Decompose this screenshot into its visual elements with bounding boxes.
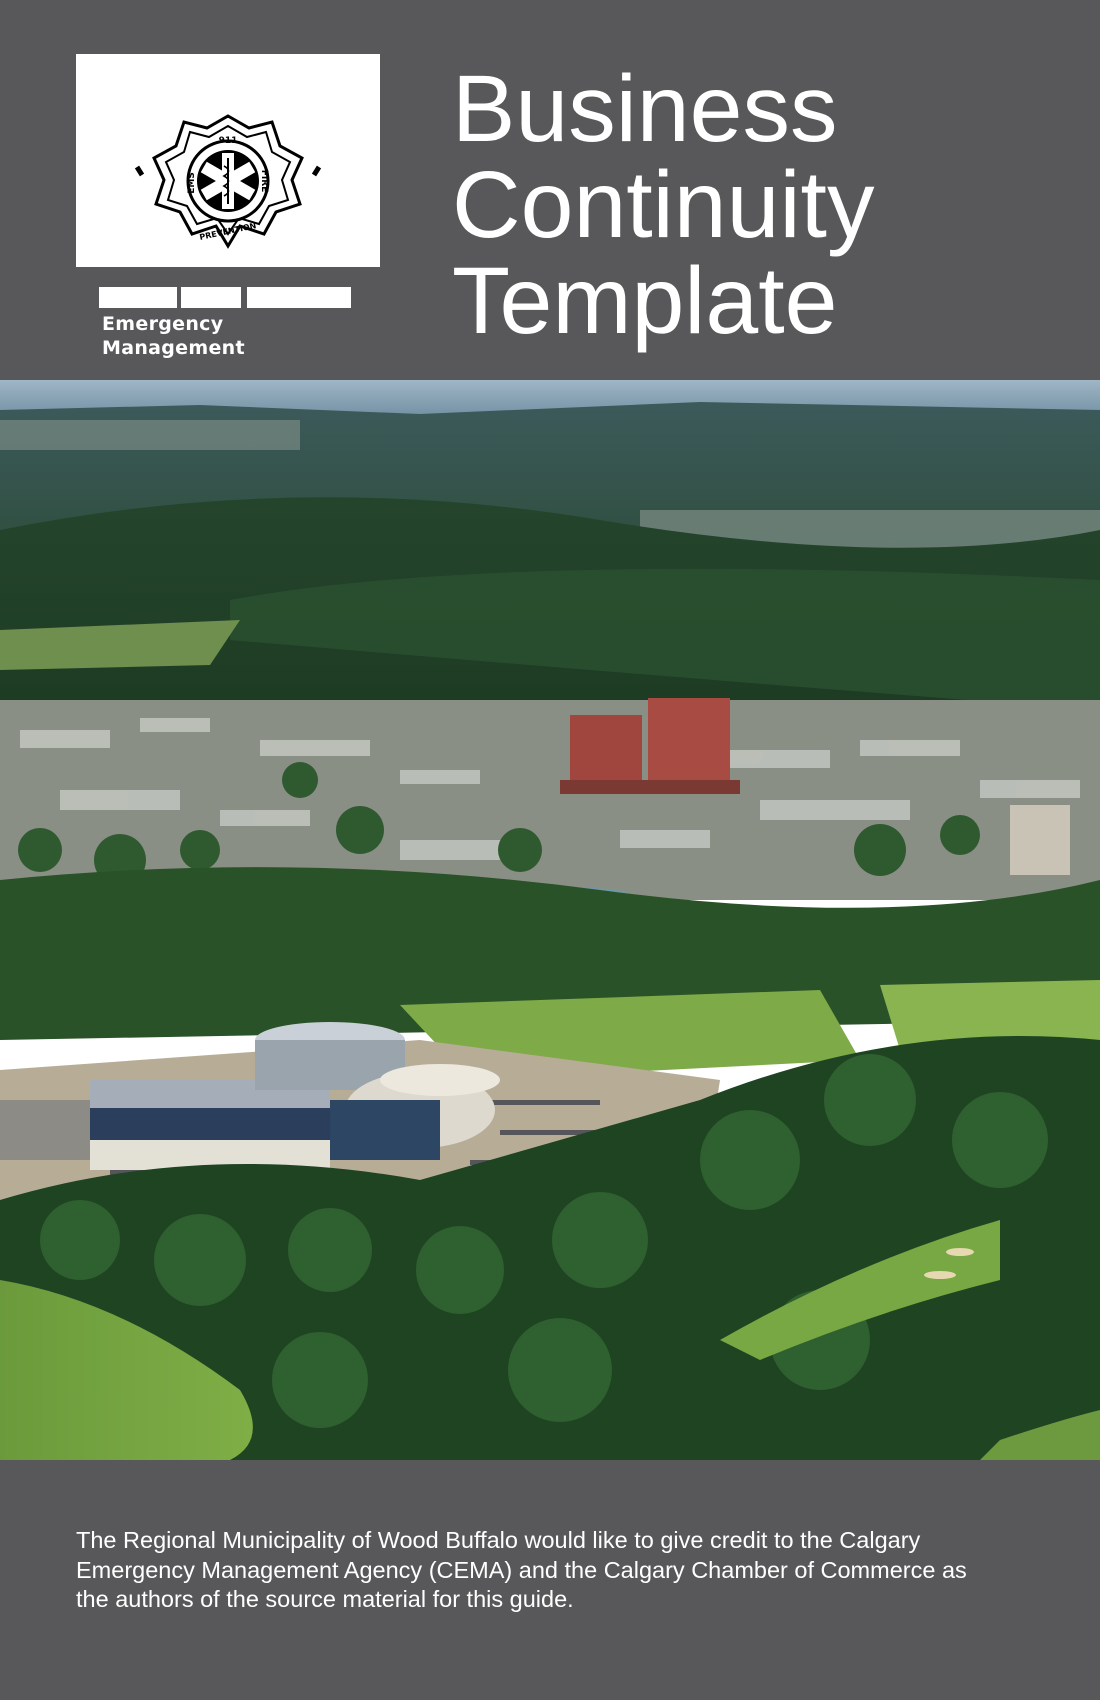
title-line1: Business <box>452 56 838 162</box>
badge-bottom-text: PREVENTION <box>198 221 258 242</box>
fire-ems-badge-icon <box>76 54 380 267</box>
redaction-bar <box>181 287 241 308</box>
aerial-town-photo <box>0 380 1100 1460</box>
title-line2: Continuity <box>452 152 875 258</box>
title-line3: Template <box>452 248 838 354</box>
org-name-line2: Management <box>102 337 245 359</box>
credit-text: The Regional Municipality of Wood Buffalo would like to give credit to the Calgary Emergency Management Agency (CEMA) and the Calgary Chamber of Commerce as the authors of the source material for this guide. <box>76 1527 967 1612</box>
badge-right-text: FIRE <box>259 169 269 193</box>
org-name-line1: Emergency <box>102 313 224 335</box>
redaction-bar <box>247 287 351 308</box>
logo-box <box>76 54 380 267</box>
badge-left-text: EMS <box>187 172 197 194</box>
badge-top-text: 911 <box>218 136 238 146</box>
redaction-bar <box>99 287 177 308</box>
